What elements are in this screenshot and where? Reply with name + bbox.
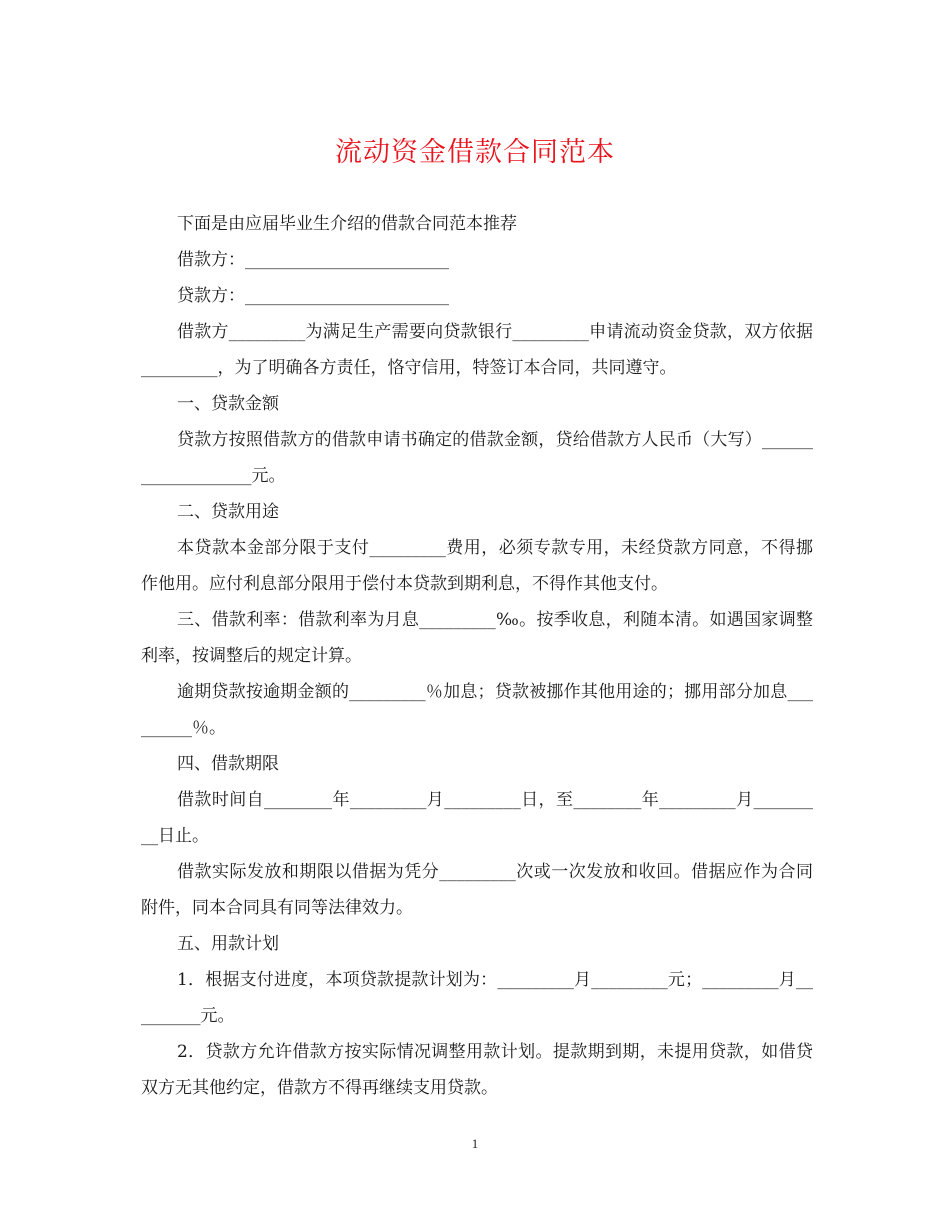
section-heading-loan-term: 四、借款期限 — [177, 754, 279, 774]
page-number: 1 — [471, 1136, 479, 1151]
loan-amount-paragraph: 贷款方按照借款方的借款申请书确定的借款金额，贷给借款方人民币（大写）___________________元。 — [141, 430, 813, 486]
section-heading-loan-amount: 一、贷款金额 — [177, 394, 279, 414]
borrower-line: 借款方：________________________ — [177, 250, 449, 270]
lender-line: 贷款方：________________________ — [177, 286, 449, 306]
loan-term-paragraph: 借款时间自________年_________月_________日，至________年_________月_________日止。 — [141, 790, 813, 846]
overdue-interest-paragraph: 逾期贷款按逾期金额的_________％加息；贷款被挪作其他用途的；挪用部分加息_________％。 — [141, 682, 813, 738]
interest-rate-paragraph: 三、借款利率：借款利率为月息_________‰。按季收息，利随本清。如遇国家调整利率，按调整后的规定计算。 — [141, 610, 813, 666]
section-heading-usage-plan: 五、用款计划 — [177, 934, 279, 954]
preamble-paragraph: 借款方_________为满足生产需要向贷款银行_________申请流动资金贷款，双方依据_________，为了明确各方责任，恪守信用，特签订本合同，共同遵守。 — [141, 322, 813, 378]
document-body — [141, 206, 813, 1106]
section-heading-loan-purpose: 二、贷款用途 — [177, 502, 279, 522]
usage-plan-item-1: 1．根据支付进度，本项贷款提款计划为：_________月_________元；_________月_________元。 — [141, 970, 813, 1026]
usage-plan-item-2: 2．贷款方允许借款方按实际情况调整用款计划。提款期到期，未提用贷款，如借贷双方无其他约定，借款方不得再继续支用贷款。 — [141, 1042, 813, 1098]
loan-purpose-paragraph: 本贷款本金部分限于支付_________费用，必须专款专用，未经贷款方同意，不得挪作他用。应付利息部分限用于偿付本贷款到期利息，不得作其他支付。 — [141, 538, 813, 594]
document-title: 流动资金借款合同范本 — [335, 137, 615, 168]
intro-paragraph: 下面是由应届毕业生介绍的借款合同范本推荐 — [177, 214, 517, 234]
disbursement-paragraph: 借款实际发放和期限以借据为凭分_________次或一次发放和收回。借据应作为合同附件，同本合同具有同等法律效力。 — [141, 862, 813, 918]
